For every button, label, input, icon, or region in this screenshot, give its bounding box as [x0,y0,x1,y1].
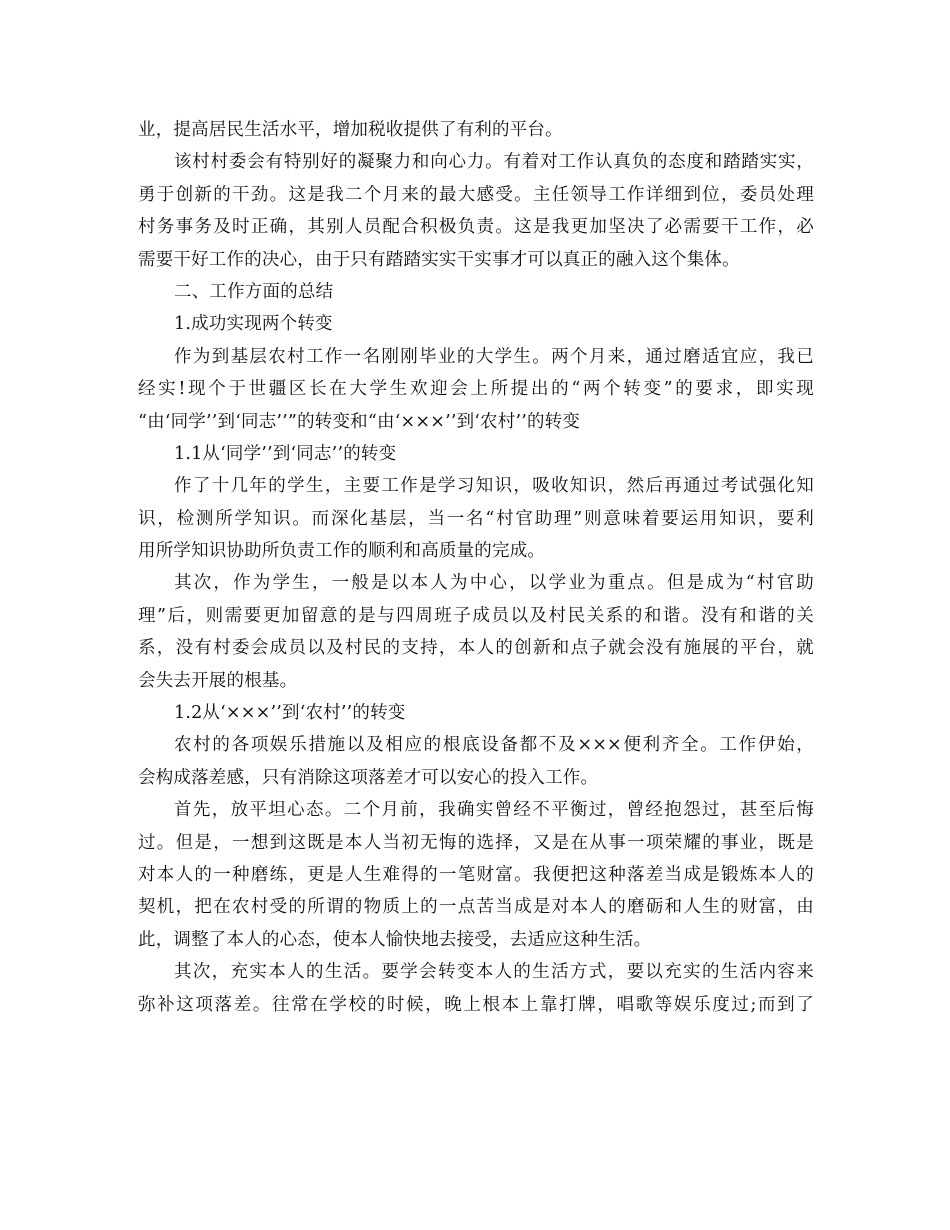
paragraph-first-line: 农村的各项娱乐措施以及相应的根底设备都不及×××便利齐全。工作伊始， [174,735,814,756]
paragraph-line: 理”后，则需要更加留意的是与四周班子成员以及村民关系的和谐。没有和谐的关 [138,605,814,626]
paragraph-first-line: 其次，充实本人的生活。要学会转变本人的生活方式，要以充实的生活内容来 [174,962,814,983]
paragraph-line: “由‘同学’’到‘同志’’”的转变和“由‘×××’’到‘农村’’的转变 [138,411,581,432]
paragraph-line: 弥补这项落差。往常在学校的时候，晚上根本上靠打牌，唱歌等娱乐度过;而到了 [138,994,814,1015]
paragraph-line: 勇于创新的干劲。这是我二个月来的最大感受。主任领导工作详细到位，委员处理 [138,184,814,205]
paragraph-line: 契机，把在农村受的所谓的物质上的一点苦当成是对本人的磨砺和人生的财富，由 [138,897,814,918]
paragraph-first-line: 作了十几年的学生，主要工作是学习知识，吸收知识，然后再通过考试强化知 [174,476,814,497]
paragraph-line: 识，检测所学知识。而深化基层，当一名“村官助理”则意味着要运用知识，要利 [138,508,814,529]
paragraph-first-line: 1.成功实现两个转变 [174,314,333,335]
paragraph-line: 经实!现个于世疆区长在大学生欢迎会上所提出的“两个转变”的要求，即实现 [138,379,814,400]
paragraph-line: 此，调整了本人的心态，使本人愉快地去接受，去适应这种生活。 [138,929,652,950]
paragraph-first-line: 该村村委会有特别好的凝聚力和向心力。有着对工作认真负的态度和踏踏实实， [174,152,814,173]
paragraph-first-line: 其次，作为学生，一般是以本人为中心，以学业为重点。但是成为“村官助 [174,573,814,594]
paragraph-line: 需要干好工作的决心，由于只有踏踏实实干实事才可以真正的融入这个集体。 [138,249,740,270]
paragraph-line: 会失去开展的根基。 [138,670,298,691]
paragraph-first-line: 1.1从‘同学’’到‘同志’’的转变 [174,443,397,464]
paragraph-line: 用所学知识协助所负责工作的顺利和高质量的完成。 [138,541,546,562]
paragraph-first-line: 1.2从‘×××’’到‘农村’’的转变 [174,703,406,724]
paragraph-first-line: 首先，放平坦心态。二个月前，我确实曾经不平衡过，曾经抱怨过，甚至后悔 [174,800,814,821]
paragraph-line: 过。但是，一想到这既是本人当初无悔的选择，又是在从事一项荣耀的事业，既是 [138,832,814,853]
paragraph-line: 系，没有村委会成员以及村民的支持，本人的创新和点子就会没有施展的平台，就 [138,638,814,659]
paragraph-line: 对本人的一种磨练，更是人生难得的一笔财富。我便把这种落差当成是锻炼本人的 [138,864,814,885]
document-body [138,114,814,1021]
paragraph-line: 业，提高居民生活水平，增加税收提供了有利的平台。 [138,120,563,140]
paragraph-first-line: 二、工作方面的总结 [174,281,334,302]
paragraph-first-line: 作为到基层农村工作一名刚刚毕业的大学生。两个月来，通过磨适宜应，我已 [174,346,814,367]
paragraph-line: 会构成落差感，只有消除这项落差才可以安心的投入工作。 [138,767,599,788]
paragraph-line: 村务事务及时正确，其别人员配合积极负责。这是我更加坚决了必需要干工作，必 [138,217,814,238]
